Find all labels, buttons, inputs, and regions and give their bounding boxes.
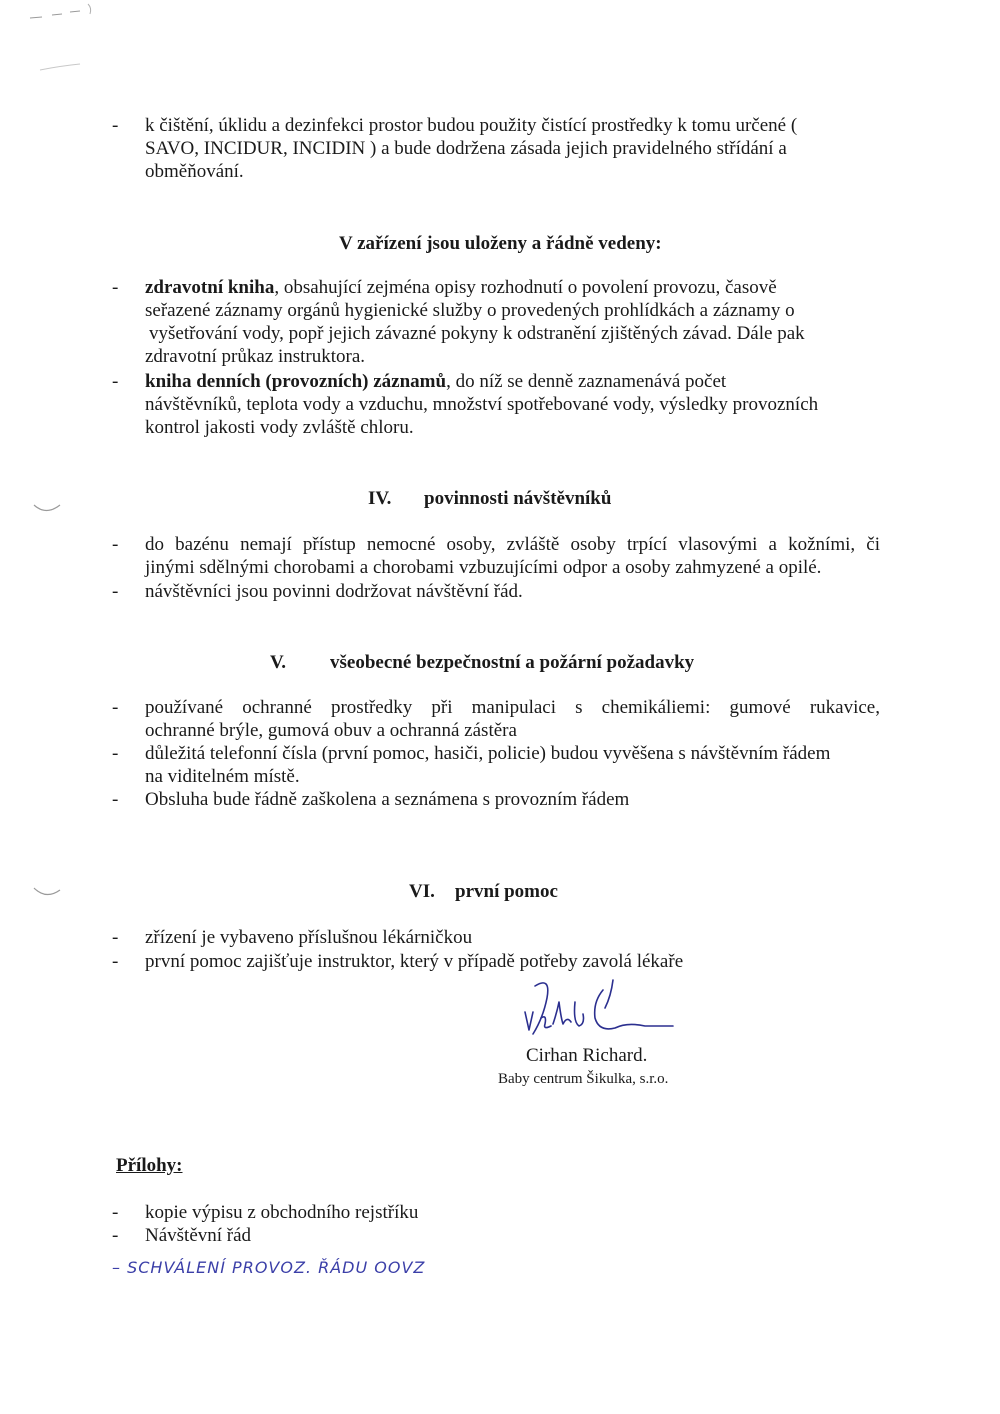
bold-term: zdravotní kniha	[145, 277, 275, 298]
list-item-text	[145, 114, 880, 183]
text-line: návštěvníků, teplota vody a vzduchu, množství spotřebované vody, výsledky provozních	[145, 394, 819, 415]
list-bullet: -	[112, 534, 119, 555]
list-bullet: -	[112, 371, 119, 392]
list-bullet: -	[112, 1225, 119, 1246]
section-title: povinnosti návštěvníků	[424, 488, 612, 509]
list-bullet: -	[112, 1202, 119, 1223]
text-fragment: , obsahující zejména opisy rozhodnutí o povolení provozu, časově	[274, 277, 777, 298]
list-item-text	[145, 580, 880, 603]
attachment-text: Návštěvní řád	[145, 1225, 252, 1246]
list-item-text	[145, 276, 880, 368]
text-line: zdravotní průkaz instruktora.	[145, 346, 366, 367]
attachments-title: Přílohy:	[116, 1155, 183, 1176]
list-item-text	[145, 926, 880, 949]
text-line: zřízení je vybaveno příslušnou lékárničkou	[145, 927, 473, 948]
list-bullet: -	[112, 789, 119, 810]
section-title: první pomoc	[455, 881, 558, 902]
section-heading-iv	[368, 487, 611, 510]
list-bullet: -	[112, 743, 119, 764]
text-line: kontrol jakosti vody zvláště chloru.	[145, 417, 414, 438]
text-line: SAVO, INCIDUR, INCIDIN ) a bude dodržena zásada jejich pravidelného střídání a	[145, 138, 787, 159]
list-bullet: -	[112, 951, 119, 972]
signer-name: Cirhan Richard.	[526, 1045, 648, 1066]
text-fragment: , do níž se denně zaznamenává počet	[446, 371, 727, 392]
list-item-text	[145, 950, 880, 973]
section-number: V.	[270, 652, 287, 673]
section-number: IV.	[368, 488, 392, 509]
text-line: Obsluha bude řádně zaškolena a seznámena s provozním řádem	[145, 789, 630, 810]
bold-term: kniha denních (provozních) záznamů	[145, 371, 447, 392]
text-line: jinými sdělnými chorobami a chorobami vzbuzujícími odpor a osoby zahmyzené a opilé.	[145, 557, 822, 578]
handwritten-attachment-note: – SCHVÁLENÍ PROVOZ. ŘÁDU OOVZ	[112, 1258, 426, 1277]
list-item-text	[145, 696, 880, 742]
text-line: seřazené záznamy orgánů hygienické služby o provedených prohlídkách a záznamy o	[145, 300, 795, 321]
text-line: do bazénu nemají přístup nemocné osoby, zvláště osoby trpící vlasovými a kožními, či	[145, 534, 880, 555]
section-number: VI.	[409, 881, 435, 902]
list-item-text	[145, 370, 880, 439]
section-heading-v	[270, 651, 694, 674]
text-line: na viditelném místě.	[145, 766, 300, 787]
text-line: ochranné brýle, gumová obuv a ochranná zástěra	[145, 720, 517, 741]
text-line	[145, 370, 880, 393]
handwritten-signature	[495, 972, 695, 1047]
text-line: návštěvníci jsou povinni dodržovat návštěvní řád.	[145, 581, 523, 602]
list-bullet: -	[112, 581, 119, 602]
text-line: důležitá telefonní čísla (první pomoc, hasiči, policie) budou vyvěšena s návštěvním řádem	[145, 743, 831, 764]
text-line: vyšetřování vody, popř jejich závazné pokyny k odstranění zjištěných závad. Dále pak	[149, 323, 805, 344]
section-heading: V zařízení jsou uloženy a řádně vedeny:	[339, 233, 662, 254]
attachment-text: kopie výpisu z obchodního rejstříku	[145, 1202, 419, 1223]
text-line	[145, 276, 880, 299]
section-title: všeobecné bezpečnostní a požární požadavky	[330, 652, 695, 673]
list-bullet: -	[112, 697, 119, 718]
section-heading-vi	[409, 880, 558, 903]
list-item-text	[145, 742, 880, 788]
text-line: obměňování.	[145, 161, 244, 182]
signer-organization: Baby centrum Šikulka, s.r.o.	[498, 1071, 669, 1087]
list-item-text	[145, 788, 880, 811]
text-line: první pomoc zajišťuje instruktor, který v případě potřeby zavolá lékaře	[145, 951, 684, 972]
list-bullet: -	[112, 927, 119, 948]
list-item-text	[145, 533, 880, 579]
text-line: k čištění, úklidu a dezinfekci prostor budou použity čistící prostředky k tomu určené (	[145, 115, 798, 136]
list-bullet: -	[112, 277, 119, 298]
list-bullet: -	[112, 115, 119, 136]
text-line: používané ochranné prostředky při manipulaci s chemikáliemi: gumové rukavice,	[145, 697, 880, 718]
